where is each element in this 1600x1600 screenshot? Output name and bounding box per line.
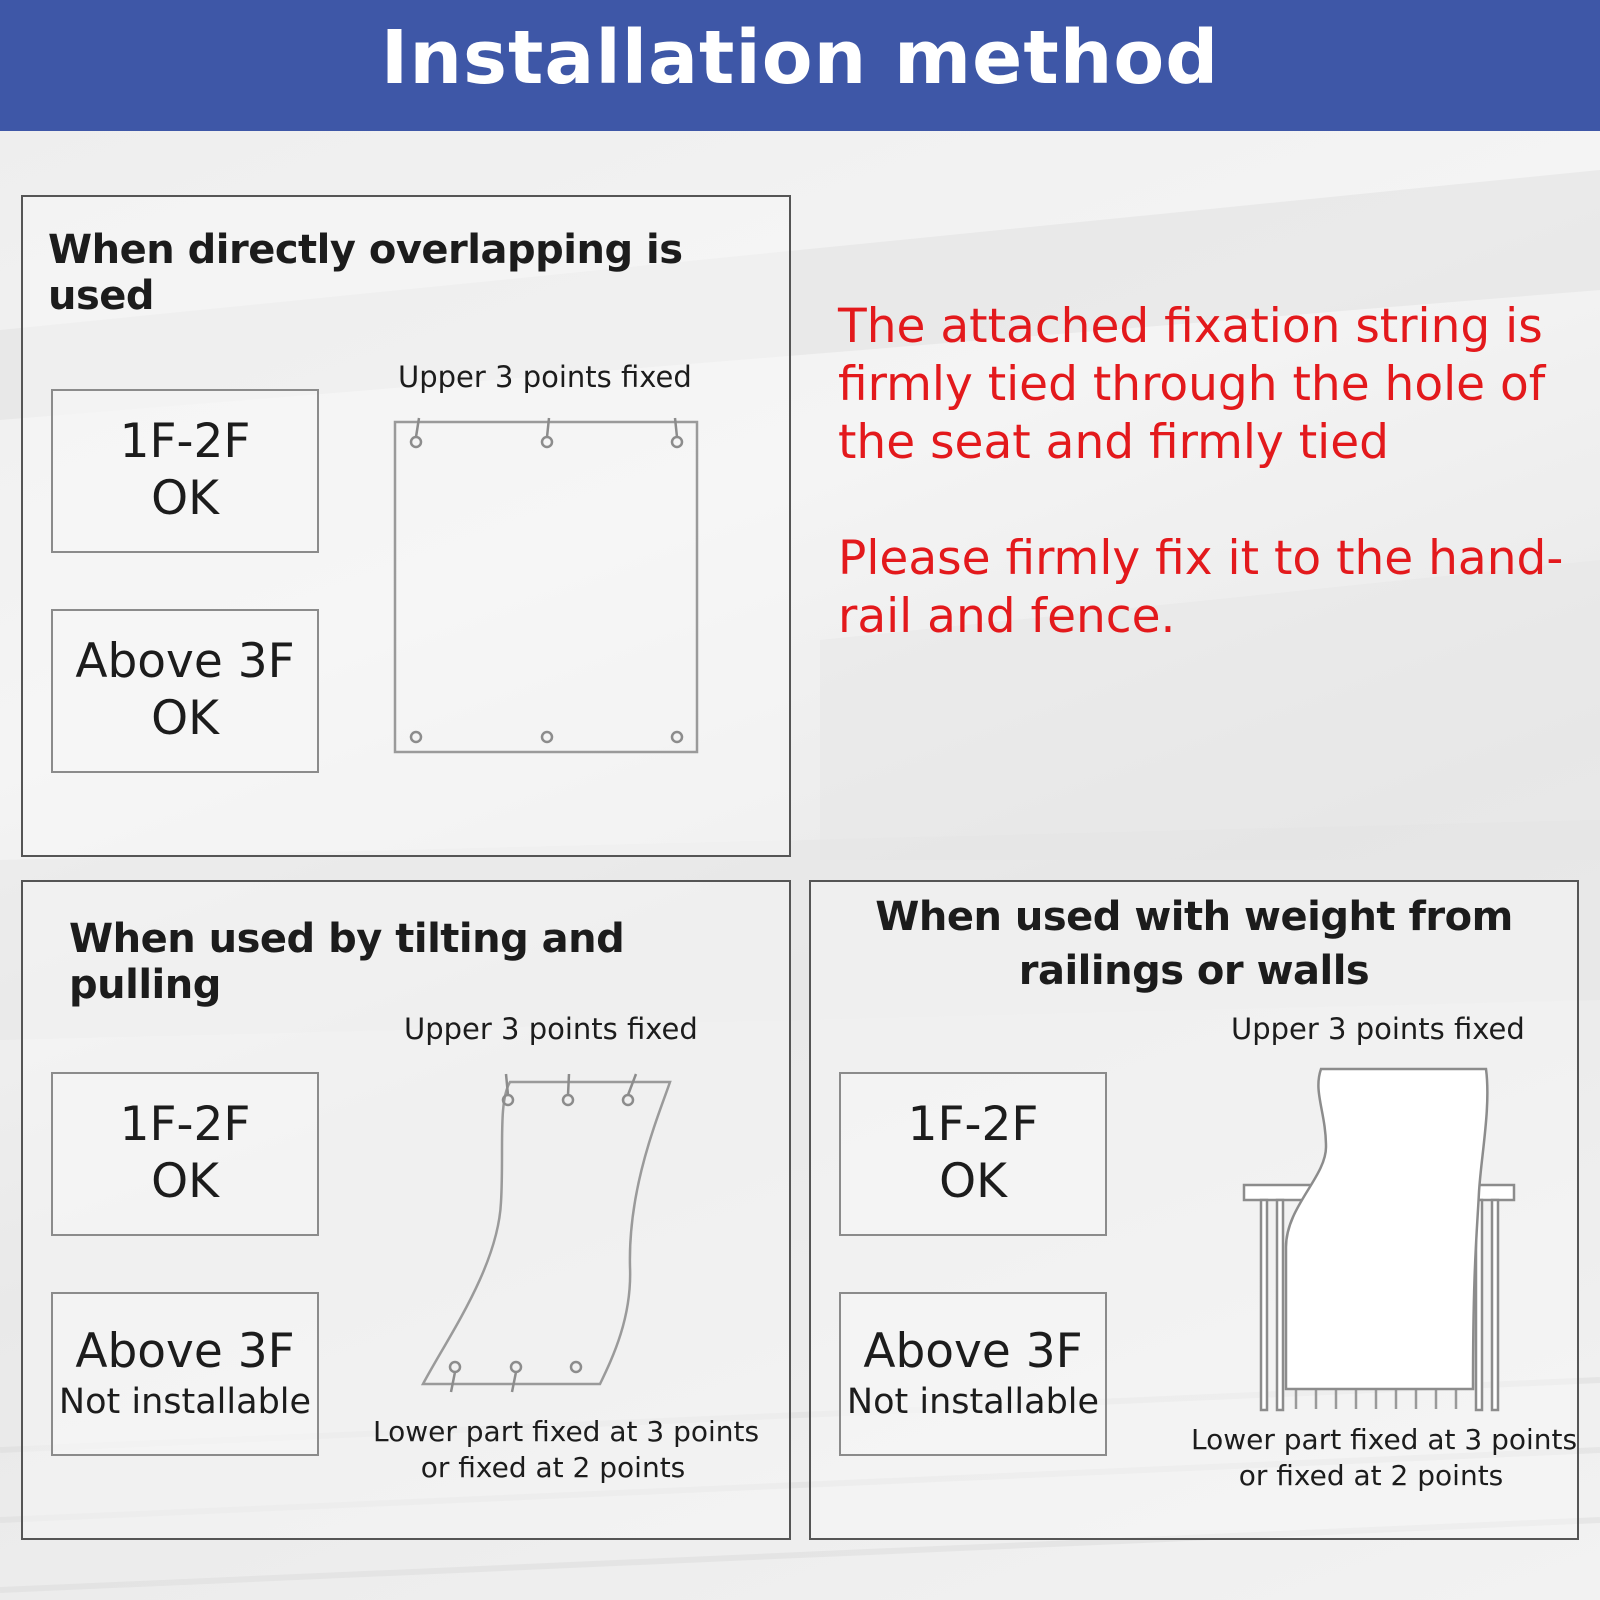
floor-box-1f-2f [51,1072,319,1236]
floor-box-1f-2f [51,389,319,553]
upper-points-caption: Upper 3 points fixed [404,1012,698,1046]
status-label: OK [151,471,219,526]
lower-points-caption [373,1414,760,1486]
panel-overlapping-title: When directly overlapping is used [48,227,683,319]
panel-tilting [21,880,791,1540]
status-label: Not installable [58,1382,312,1422]
panel-weight-title-line-1: When used with weight from [875,894,1513,940]
tilted-sheet-illustration [418,1062,698,1392]
upper-points-caption: Upper 3 points fixed [398,360,692,394]
panel-weight-title-line-2: railings or walls [1018,948,1370,994]
page-header [0,0,1600,131]
lower-caption-line-2: or fixed at 2 points [420,1451,686,1484]
floor-label: 1F-2F [119,414,251,469]
panel-weight-title [811,890,1577,998]
panel-weight [809,880,1579,1540]
panel-tilting-title: When used by tilting and pulling [69,916,625,1008]
floor-box-1f-2f [839,1072,1107,1236]
floor-box-above-3f [51,609,319,773]
railing-sheet-illustration [1241,1067,1521,1417]
panel-overlapping [21,195,791,857]
upper-points-caption: Upper 3 points fixed [1231,1012,1525,1046]
lower-caption-line-1: Lower part fixed at 3 points [1191,1423,1578,1456]
floor-label: 1F-2F [119,1097,251,1152]
floor-label: 1F-2F [907,1097,1039,1152]
floor-label: Above 3F [75,634,295,689]
page-title: Installation method [380,15,1220,101]
instruction-paragraph-2: Please firmly fix it to the hand-rail and fence. [838,531,1564,644]
floor-label: Above 3F [75,1324,295,1379]
lower-caption-line-1: Lower part fixed at 3 points [373,1415,760,1448]
lower-points-caption [1191,1422,1578,1494]
status-label: OK [939,1154,1007,1209]
floor-label: Above 3F [863,1324,1083,1379]
floor-box-above-3f [839,1292,1107,1456]
instruction-paragraph-1: The attached fixation string is firmly tied through the hole of the seat and firmly tied [838,299,1546,470]
status-label: OK [151,691,219,746]
floor-box-above-3f [51,1292,319,1456]
flat-sheet-illustration [393,412,703,757]
lower-caption-line-2: or fixed at 2 points [1238,1459,1504,1492]
status-label: OK [151,1154,219,1209]
status-label: Not installable [846,1382,1100,1422]
